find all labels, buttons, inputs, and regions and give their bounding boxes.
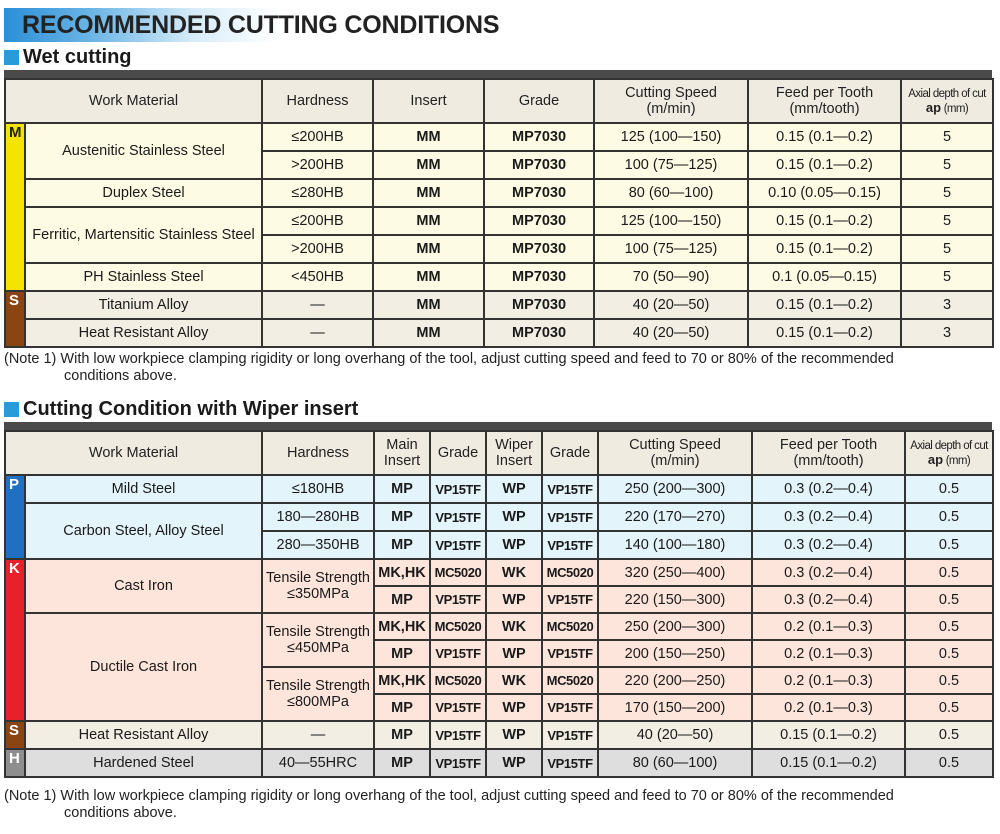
hardness-cell: ≤280HB xyxy=(262,179,373,207)
wiper-table xyxy=(4,422,992,778)
table-header xyxy=(5,79,993,123)
hardness-cell: ≤200HB xyxy=(262,123,373,151)
note-wet: (Note 1) With low workpiece clamping rigidity or long overhang of the tool, adjust cutting speed and feed to 70 or 80% of the recommended conditions above. xyxy=(4,351,894,384)
speed-cell: 80 (60—100) xyxy=(594,179,748,207)
material-cell: Titanium Alloy xyxy=(25,291,262,319)
table-row xyxy=(5,319,993,347)
ap-cell: 0.5 xyxy=(905,475,993,503)
wiper-grade-cell: VP15TF xyxy=(542,749,598,777)
ap-cell: 0.5 xyxy=(905,613,993,640)
grade-cell: MP7030 xyxy=(484,263,594,291)
header-grade: Grade xyxy=(484,79,594,123)
insert-cell: MM xyxy=(373,207,484,235)
hardness-cell: ≤200HB xyxy=(262,207,373,235)
feed-cell: 0.15 (0.1—0.2) xyxy=(748,151,901,179)
main-insert-cell: MP xyxy=(374,531,430,559)
table-row xyxy=(5,613,993,640)
material-cell: Heat Resistant Alloy xyxy=(25,721,262,749)
section-title-wiper xyxy=(4,397,358,421)
page-title: RECOMMENDED CUTTING CONDITIONS xyxy=(4,8,504,42)
main-insert-cell: MK,HK xyxy=(374,613,430,640)
wiper-insert-cell: WP xyxy=(486,694,542,721)
wiper-grade-cell: MC5020 xyxy=(542,559,598,586)
speed-cell: 40 (20—50) xyxy=(594,291,748,319)
speed-cell: 220 (150—300) xyxy=(598,586,752,613)
insert-cell: MM xyxy=(373,123,484,151)
category-badge-s: S xyxy=(5,721,25,749)
feed-cell: 0.3 (0.2—0.4) xyxy=(752,475,905,503)
feed-cell: 0.2 (0.1—0.3) xyxy=(752,613,905,640)
category-badge-k: K xyxy=(5,559,25,721)
hardness-cell: ≤180HB xyxy=(262,475,374,503)
ap-cell: 0.5 xyxy=(905,694,993,721)
grade-cell: VP15TF xyxy=(430,531,486,559)
header-main-insert: Main Insert xyxy=(374,431,430,475)
feed-cell: 0.10 (0.05—0.15) xyxy=(748,179,901,207)
feed-cell: 0.2 (0.1—0.3) xyxy=(752,694,905,721)
wiper-grade-cell: VP15TF xyxy=(542,503,598,531)
main-insert-cell: MP xyxy=(374,721,430,749)
speed-cell: 220 (170—270) xyxy=(598,503,752,531)
header-feed: Feed per Tooth (mm/tooth) xyxy=(752,431,905,475)
material-cell: Ferritic, Martensitic Stainless Steel xyxy=(25,207,262,263)
speed-cell: 40 (20—50) xyxy=(598,721,752,749)
hardness-cell: Tensile Strength ≤450MPa xyxy=(262,613,374,667)
feed-cell: 0.15 (0.1—0.2) xyxy=(748,291,901,319)
grade-cell: VP15TF xyxy=(430,721,486,749)
material-cell: Heat Resistant Alloy xyxy=(25,319,262,347)
wiper-grade-cell: VP15TF xyxy=(542,640,598,667)
grade-cell: VP15TF xyxy=(430,475,486,503)
table-row xyxy=(5,179,993,207)
feed-cell: 0.3 (0.2—0.4) xyxy=(752,559,905,586)
speed-cell: 250 (200—300) xyxy=(598,613,752,640)
grade-cell: MP7030 xyxy=(484,319,594,347)
wiper-insert-cell: WP xyxy=(486,475,542,503)
ap-cell: 3 xyxy=(901,291,993,319)
grade-cell: MP7030 xyxy=(484,207,594,235)
insert-cell: MM xyxy=(373,235,484,263)
speed-cell: 220 (200—250) xyxy=(598,667,752,694)
wiper-grade-cell: MC5020 xyxy=(542,613,598,640)
grade-cell: MC5020 xyxy=(430,613,486,640)
header-hardness: Hardness xyxy=(262,431,374,475)
grade-cell: MP7030 xyxy=(484,123,594,151)
hardness-cell: >200HB xyxy=(262,151,373,179)
wiper-grade-cell: MC5020 xyxy=(542,667,598,694)
ap-cell: 5 xyxy=(901,151,993,179)
material-cell: Austenitic Stainless Steel xyxy=(25,123,262,179)
ap-cell: 5 xyxy=(901,263,993,291)
ap-cell: 0.5 xyxy=(905,640,993,667)
speed-cell: 125 (100—150) xyxy=(594,207,748,235)
speed-cell: 250 (200—300) xyxy=(598,475,752,503)
ap-cell: 0.5 xyxy=(905,503,993,531)
wiper-insert-cell: WK xyxy=(486,559,542,586)
wet-cutting-table xyxy=(4,70,992,348)
feed-cell: 0.2 (0.1—0.3) xyxy=(752,667,905,694)
table-header xyxy=(5,431,993,475)
wiper-insert-cell: WK xyxy=(486,667,542,694)
wiper-grade-cell: VP15TF xyxy=(542,694,598,721)
hardness-cell: — xyxy=(262,319,373,347)
ap-cell: 5 xyxy=(901,235,993,263)
material-cell: PH Stainless Steel xyxy=(25,263,262,291)
speed-cell: 125 (100—150) xyxy=(594,123,748,151)
category-badge-m: M xyxy=(5,123,25,291)
speed-cell: 320 (250—400) xyxy=(598,559,752,586)
feed-cell: 0.3 (0.2—0.4) xyxy=(752,531,905,559)
hardness-cell: — xyxy=(262,291,373,319)
insert-cell: MM xyxy=(373,151,484,179)
speed-cell: 100 (75—125) xyxy=(594,235,748,263)
main-insert-cell: MK,HK xyxy=(374,559,430,586)
main-insert-cell: MP xyxy=(374,503,430,531)
note-wiper: (Note 1) With low workpiece clamping rigidity or long overhang of the tool, adjust cutting speed and feed to 70 or 80% of the recommended conditions above. xyxy=(4,788,894,821)
hardness-cell: 180—280HB xyxy=(262,503,374,531)
ap-cell: 3 xyxy=(901,319,993,347)
table-row xyxy=(5,263,993,291)
ap-cell: 0.5 xyxy=(905,721,993,749)
speed-cell: 170 (150—200) xyxy=(598,694,752,721)
speed-cell: 100 (75—125) xyxy=(594,151,748,179)
header-cutting-speed: Cutting Speed (m/min) xyxy=(594,79,748,123)
ap-cell: 0.5 xyxy=(905,559,993,586)
speed-cell: 70 (50—90) xyxy=(594,263,748,291)
speed-cell: 140 (100—180) xyxy=(598,531,752,559)
feed-cell: 0.15 (0.1—0.2) xyxy=(752,721,905,749)
wiper-insert-cell: WP xyxy=(486,586,542,613)
grade-cell: VP15TF xyxy=(430,694,486,721)
material-cell: Mild Steel xyxy=(25,475,262,503)
wiper-insert-cell: WP xyxy=(486,640,542,667)
ap-cell: 0.5 xyxy=(905,667,993,694)
grade-cell: MP7030 xyxy=(484,235,594,263)
section-square-icon xyxy=(4,402,19,417)
header-depth: Axial depth of cut ap (mm) xyxy=(905,431,993,475)
insert-cell: MM xyxy=(373,291,484,319)
header-cutting-speed: Cutting Speed (m/min) xyxy=(598,431,752,475)
table-row xyxy=(5,475,993,503)
grade-cell: MC5020 xyxy=(430,667,486,694)
main-insert-cell: MP xyxy=(374,749,430,777)
header-wiper-insert: Wiper Insert xyxy=(486,431,542,475)
header-depth: Axial depth of cut ap (mm) xyxy=(901,79,993,123)
material-cell: Cast Iron xyxy=(25,559,262,613)
wiper-grade-cell: VP15TF xyxy=(542,721,598,749)
speed-cell: 80 (60—100) xyxy=(598,749,752,777)
wiper-grade-cell: VP15TF xyxy=(542,475,598,503)
table-row xyxy=(5,559,993,586)
header-work-material: Work Material xyxy=(5,431,262,475)
feed-cell: 0.15 (0.1—0.2) xyxy=(748,235,901,263)
grade-cell: MP7030 xyxy=(484,179,594,207)
material-cell: Duplex Steel xyxy=(25,179,262,207)
wiper-insert-cell: WP xyxy=(486,749,542,777)
wiper-grade-cell: VP15TF xyxy=(542,531,598,559)
table-row xyxy=(5,749,993,777)
material-cell: Carbon Steel, Alloy Steel xyxy=(25,503,262,559)
feed-cell: 0.2 (0.1—0.3) xyxy=(752,640,905,667)
hardness-cell: <450HB xyxy=(262,263,373,291)
feed-cell: 0.3 (0.2—0.4) xyxy=(752,503,905,531)
main-insert-cell: MP xyxy=(374,694,430,721)
grade-cell: MP7030 xyxy=(484,291,594,319)
grade-cell: MP7030 xyxy=(484,151,594,179)
hardness-cell: 280—350HB xyxy=(262,531,374,559)
table-row xyxy=(5,123,993,151)
ap-cell: 0.5 xyxy=(905,531,993,559)
feed-cell: 0.15 (0.1—0.2) xyxy=(748,123,901,151)
hardness-cell: Tensile Strength ≤350MPa xyxy=(262,559,374,613)
section-title-text: Wet cutting xyxy=(23,46,132,68)
wiper-grade-cell: VP15TF xyxy=(542,586,598,613)
grade-cell: VP15TF xyxy=(430,640,486,667)
material-cell: Hardened Steel xyxy=(25,749,262,777)
main-insert-cell: MP xyxy=(374,475,430,503)
wiper-insert-cell: WK xyxy=(486,613,542,640)
category-badge-p: P xyxy=(5,475,25,559)
table-row xyxy=(5,207,993,235)
material-cell: Ductile Cast Iron xyxy=(25,613,262,721)
hardness-cell: >200HB xyxy=(262,235,373,263)
hardness-cell: Tensile Strength ≤800MPa xyxy=(262,667,374,721)
feed-cell: 0.3 (0.2—0.4) xyxy=(752,586,905,613)
insert-cell: MM xyxy=(373,319,484,347)
main-insert-cell: MP xyxy=(374,640,430,667)
section-title-text: Cutting Condition with Wiper insert xyxy=(23,398,359,420)
main-insert-cell: MK,HK xyxy=(374,667,430,694)
speed-cell: 40 (20—50) xyxy=(594,319,748,347)
hardness-cell: — xyxy=(262,721,374,749)
hardness-cell: 40—55HRC xyxy=(262,749,374,777)
grade-cell: VP15TF xyxy=(430,586,486,613)
insert-cell: MM xyxy=(373,263,484,291)
table-row xyxy=(5,721,993,749)
grade-cell: VP15TF xyxy=(430,503,486,531)
feed-cell: 0.15 (0.1—0.2) xyxy=(752,749,905,777)
ap-cell: 5 xyxy=(901,207,993,235)
header-hardness: Hardness xyxy=(262,79,373,123)
header-grade: Grade xyxy=(430,431,486,475)
speed-cell: 200 (150—250) xyxy=(598,640,752,667)
main-insert-cell: MP xyxy=(374,586,430,613)
header-work-material: Work Material xyxy=(5,79,262,123)
ap-cell: 0.5 xyxy=(905,586,993,613)
grade-cell: MC5020 xyxy=(430,559,486,586)
section-square-icon xyxy=(4,50,19,65)
feed-cell: 0.1 (0.05—0.15) xyxy=(748,263,901,291)
table-row xyxy=(5,503,993,531)
category-badge-s: S xyxy=(5,291,25,347)
grade-cell: VP15TF xyxy=(430,749,486,777)
header-wiper-grade: Grade xyxy=(542,431,598,475)
feed-cell: 0.15 (0.1—0.2) xyxy=(748,319,901,347)
table-row xyxy=(5,291,993,319)
wiper-insert-cell: WP xyxy=(486,503,542,531)
ap-cell: 5 xyxy=(901,179,993,207)
wiper-insert-cell: WP xyxy=(486,721,542,749)
ap-cell: 0.5 xyxy=(905,749,993,777)
feed-cell: 0.15 (0.1—0.2) xyxy=(748,207,901,235)
section-title-wet xyxy=(4,45,132,69)
header-insert: Insert xyxy=(373,79,484,123)
category-badge-h: H xyxy=(5,749,25,777)
wiper-insert-cell: WP xyxy=(486,531,542,559)
ap-cell: 5 xyxy=(901,123,993,151)
insert-cell: MM xyxy=(373,179,484,207)
header-feed: Feed per Tooth (mm/tooth) xyxy=(748,79,901,123)
